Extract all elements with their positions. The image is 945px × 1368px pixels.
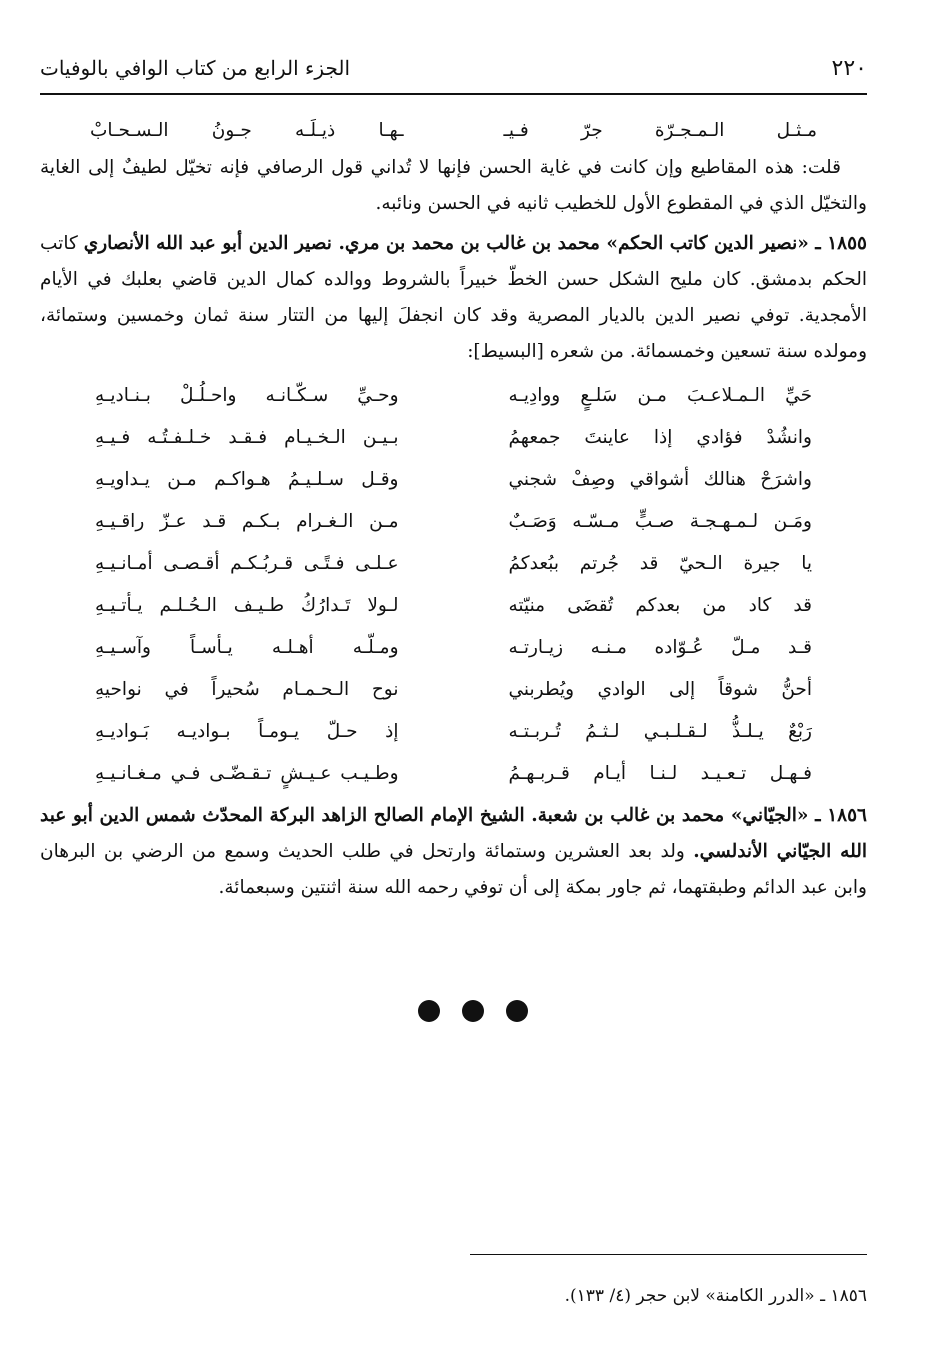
poem xyxy=(40,374,867,794)
entry-1855-body: كاتب الحكم بدمشق. كان مليح الشكل حسن الخطّ خبيراً بالشروط ووالده كمال الدين قاضي بعلبك في الأيام الأمجدية. توفي نصير الدين بالديار المصرية وقد كان انجفلَ إليها من التتار سنة ثمان وخمسين وستمائة، ومولده سنة تسعين وخمسمائة. من شعره [البسيط]: xyxy=(40,233,867,362)
commentary-paragraph xyxy=(40,150,867,222)
verse-hemistich-right: وانشُدْ فؤادي إذا عاينتَ جمعهمُ xyxy=(508,426,812,448)
poem-verse xyxy=(40,752,867,794)
verse-hemistich-right: ومَـن لـمـهـجـة صـبٍّ مـسّـه وَصَـبٌ xyxy=(508,510,812,532)
poem-verse xyxy=(40,458,867,500)
verse-hemistich-right: فـهـل تـعـيـد لـنـا أيـام قـربـهـمُ xyxy=(508,762,812,784)
verse-hemistich-left: وحـيِّ سـكّـانـه واحـلُـلْ بـنـاديـهِ xyxy=(95,384,399,406)
commentary-text: قلت: هذه المقاطيع وإن كانت في غاية الحسن فإنها لا تُداني قول الرصافي فإنه تخيّل لطيفٌ إلى الغاية والتخيّل الذي في المقطوع الأول للخطيب ثانيه في الحسن ونائبه. xyxy=(40,157,867,214)
poem-verse xyxy=(40,374,867,416)
verse-hemistich-left: ـهـا ذيـلَـه جـونُ الـسـحـابْ xyxy=(90,119,404,141)
verse-hemistich-left: بـيـن الـخـيـام فـقـد خـلـفـتُـه فـيـهِ xyxy=(95,426,399,448)
entry-1856-heading: ١٨٥٦ ـ «الجيّاني» محمد بن غالب بن شعبة. الشيخ الإمام الصالح الزاهد البركة المحدّث شمس الدين أبو عبد الله الجيّاني الأندلسي. xyxy=(40,805,867,862)
verse-hemistich-left: مـن الـغـرام بـكـم قـد عـزّ راقـيـهِ xyxy=(95,510,399,532)
verse-hemistich-left: إذ حـلّ يـومـاً بـواديـه بَـواديـهِ xyxy=(95,720,399,742)
section-end-ornament xyxy=(0,1000,945,1022)
entry-1855 xyxy=(40,226,867,370)
poem-verse xyxy=(40,710,867,752)
verse-hemistich-left: وطـيـب عـيـشٍ تـقـضّـى فـي مـغـانـيـهِ xyxy=(95,762,399,784)
verse-hemistich-left: نوح الـحـمـام سُحيراً في نواحيهِ xyxy=(95,678,399,700)
page-number: ٢٢٠ xyxy=(831,56,867,81)
entry-1855-heading: ١٨٥٥ ـ «نصير الدين كاتب الحكم» محمد بن غالب بن محمد بن مري. نصير الدين أبو عبد الله الأنصاري xyxy=(83,233,867,254)
verse-hemistich-right: حَيِّ الـمـلاعـبَ مـن سَلـعٍ ووادِيـه xyxy=(508,384,812,406)
verse-hemistich-right: واشرَحْ هنالك أشواقي وصِفْ شجني xyxy=(508,468,812,490)
verse-hemistich-left: وقـل سـلـيـمُ هـواكـم مـن يـداويـهِ xyxy=(95,468,399,490)
verse-hemistich-left: لـولا تَـدارُكُ طـيـف الـحُـلـم يـأتـيـهِ xyxy=(95,594,399,616)
ornament-dot xyxy=(506,1000,528,1022)
verse-hemistich-right: مـثـل الـمـجـرّة جرّ فـيـ xyxy=(503,119,817,141)
opening-verse xyxy=(40,110,867,150)
ornament-dot xyxy=(462,1000,484,1022)
entry-1856-body: ولد بعد العشرين وستمائة وارتحل في طلب الحديث وسمع من الرضي بن البرهان وابن عبد الدائم وطبقتهما، ثم جاور بمكة إلى أن توفي رحمه الله سنة اثنتين وسبعمائة. xyxy=(40,841,867,898)
footnote-rule xyxy=(470,1254,867,1255)
verse-hemistich-right: قد كاد من بعدكم تُقضَى منيّته xyxy=(508,594,812,616)
poem-verse xyxy=(40,542,867,584)
poem-verse xyxy=(40,416,867,458)
poem-verse xyxy=(40,668,867,710)
entry-1856 xyxy=(40,798,867,906)
poem-verse xyxy=(40,500,867,542)
page-header xyxy=(40,56,867,90)
main-text xyxy=(40,110,867,906)
poem-verse xyxy=(40,626,867,668)
header-rule xyxy=(40,93,867,95)
verse-hemistich-left: ومـلّـه أهـلـه يـأسـاً وآسـيـهِ xyxy=(95,636,399,658)
ornament-dot xyxy=(418,1000,440,1022)
running-title: الجزء الرابع من كتاب الوافي بالوفيات xyxy=(40,56,351,80)
poem-verse xyxy=(40,584,867,626)
verse-hemistich-right: رَبْعٌ يـلـذُّ لـقـلـبـي لـثـمُ تُـربـتـه xyxy=(508,720,812,742)
footnote: ١٨٥٦ ـ «الدرر الكامنة» لابن حجر (٤/ ١٣٣). xyxy=(564,1286,867,1306)
verse-hemistich-right: يا جيرة الـحيّ قد جُرتم ببُعدكمُ xyxy=(508,552,812,574)
verse-hemistich-left: عـلـى فـتًـى قـربُـكـم أقـصـى أمـانـيـهِ xyxy=(95,552,399,574)
verse-hemistich-right: أحنُّ شوقاً إلى الوادي ويُطربني xyxy=(508,678,812,700)
verse-hemistich-right: قـد مـلّ عُـوّاده مـنـه زيـارتـه xyxy=(508,636,812,658)
